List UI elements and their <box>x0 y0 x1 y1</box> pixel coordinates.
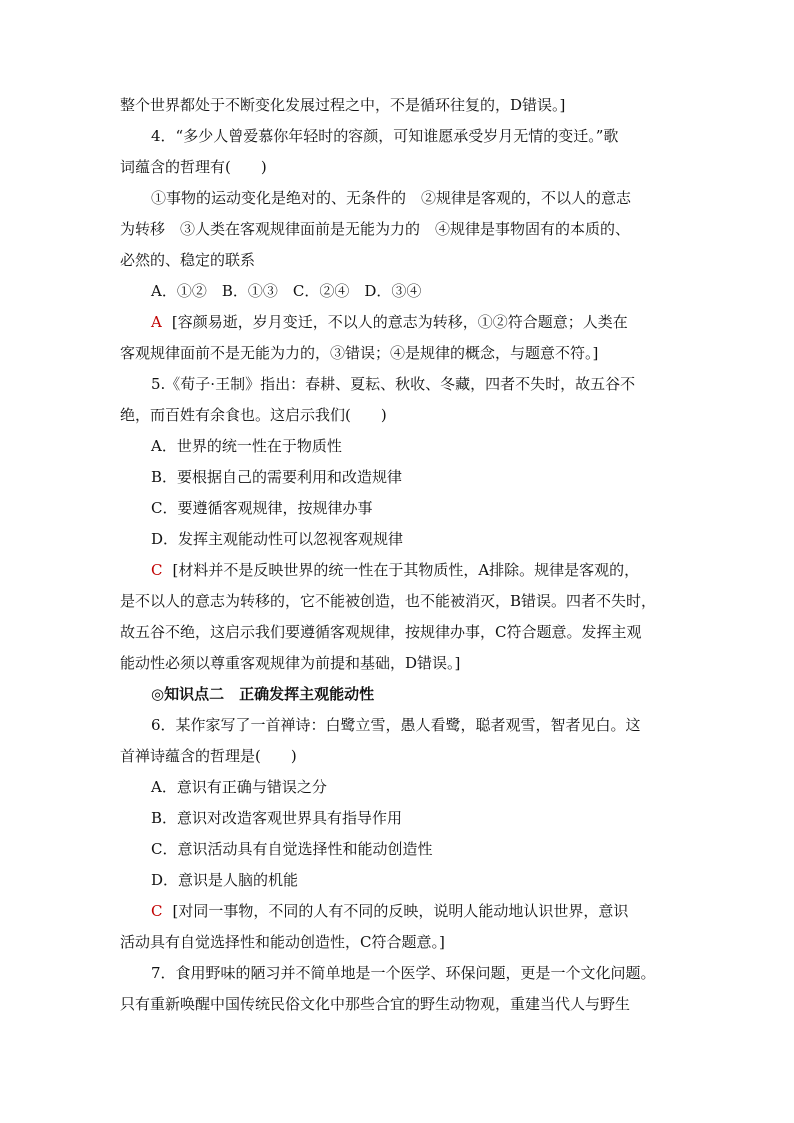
line-text: 必然的、稳定的联系 <box>120 251 256 269</box>
text-line <box>120 214 676 245</box>
line-text: 7．食用野味的陋习并不简单地是一个医学、环保问题，更是一个文化问题。 <box>151 964 656 982</box>
line-text: C．要遵循客观规律，按规律办事 <box>151 499 373 517</box>
text-line <box>120 803 676 834</box>
text-line <box>120 958 676 989</box>
line-text: ①事物的运动变化是绝对的、无条件的 ②规律是客观的，不以人的意志 <box>151 189 632 207</box>
line-text: C．意识活动具有自觉选择性和能动创造性 <box>151 840 433 858</box>
text-line <box>120 834 676 865</box>
line-text: 4．“多少人曾爱慕你年轻时的容颜，可知谁愿承受岁月无情的变迁。”歌 <box>151 127 619 145</box>
line-text: 为转移 ③人类在客观规律面前是无能为力的 ④规律是事物固有的本质的、 <box>120 220 631 238</box>
line-text: B．意识对改造客观世界具有指导作用 <box>151 809 403 827</box>
text-line <box>120 586 676 617</box>
text-line <box>120 741 676 772</box>
line-text: 活动具有自觉选择性和能动创造性，C符合题意。] <box>120 933 445 951</box>
document-body <box>120 90 676 1020</box>
line-text: 只有重新唤醒中国传统民俗文化中那些合宜的野生动物观，重建当代人与野生 <box>120 995 631 1013</box>
text-line <box>120 90 676 121</box>
line-text: A．①② B．①③ C．②④ D．③④ <box>151 282 422 300</box>
text-line <box>120 772 676 803</box>
answer-letter: C <box>151 561 163 579</box>
line-text: 是不以人的意志为转移的，它不能被创造，也不能被消灭，B错误。四者不失时， <box>120 592 657 610</box>
line-text: 5.《荀子·王制》指出：春耕、夏耘、秋收、冬藏，四者不失时，故五谷不 <box>151 375 636 393</box>
text-line <box>120 493 676 524</box>
text-line <box>120 369 676 400</box>
section-heading <box>120 679 676 710</box>
line-text: 整个世界都处于不断变化发展过程之中，不是循环往复的，D错误。] <box>120 96 566 114</box>
line-text: ◎知识点二 正确发挥主观能动性 <box>151 685 375 703</box>
text-line <box>120 865 676 896</box>
text-line <box>120 183 676 214</box>
line-text: D．发挥主观能动性可以忽视客观规律 <box>151 530 404 548</box>
text-line <box>120 989 676 1020</box>
line-text: 能动性必须以尊重客观规律为前提和基础，D错误。] <box>120 654 461 672</box>
text-line <box>120 896 676 927</box>
text-line <box>120 462 676 493</box>
line-text: 6．某作家写了一首禅诗：白鹭立雪，愚人看鹭，聪者观雪，智者见白。这 <box>151 716 641 734</box>
text-line <box>120 245 676 276</box>
text-line <box>120 152 676 183</box>
line-text: [容颜易逝，岁月变迁，不以人的意志为转移，①②符合题意；人类在 <box>171 313 628 331</box>
line-text: 客观规律面前不是无能为力的，③错误；④是规律的概念，与题意不符。] <box>120 344 599 362</box>
text-line <box>120 617 676 648</box>
text-line <box>120 276 676 307</box>
line-text: 故五谷不绝，这启示我们要遵循客观规律，按规律办事，C符合题意。发挥主观 <box>120 623 642 641</box>
answer-letter: C <box>151 902 163 920</box>
line-text: A．世界的统一性在于物质性 <box>151 437 342 455</box>
line-text: B．要根据自己的需要利用和改造规律 <box>151 468 403 486</box>
text-line <box>120 338 676 369</box>
text-line <box>120 524 676 555</box>
line-text: [材料并不是反映世界的统一性在于其物质性，A排除。规律是客观的， <box>172 561 640 579</box>
text-line <box>120 431 676 462</box>
text-line <box>120 927 676 958</box>
text-line <box>120 648 676 679</box>
text-line <box>120 555 676 586</box>
text-line <box>120 400 676 431</box>
text-line <box>120 121 676 152</box>
text-line <box>120 307 676 338</box>
line-text: D．意识是人脑的机能 <box>151 871 299 889</box>
line-text: A．意识有正确与错误之分 <box>151 778 327 796</box>
line-text: 绝，而百姓有余食也。这启示我们( ) <box>120 406 387 424</box>
line-text: 词蕴含的哲理有( ) <box>120 158 267 176</box>
text-line <box>120 710 676 741</box>
line-text: [对同一事物，不同的人有不同的反映，说明人能动地认识世界，意识 <box>172 902 629 920</box>
line-text: 首禅诗蕴含的哲理是( ) <box>120 747 297 765</box>
answer-letter: A <box>151 313 162 331</box>
